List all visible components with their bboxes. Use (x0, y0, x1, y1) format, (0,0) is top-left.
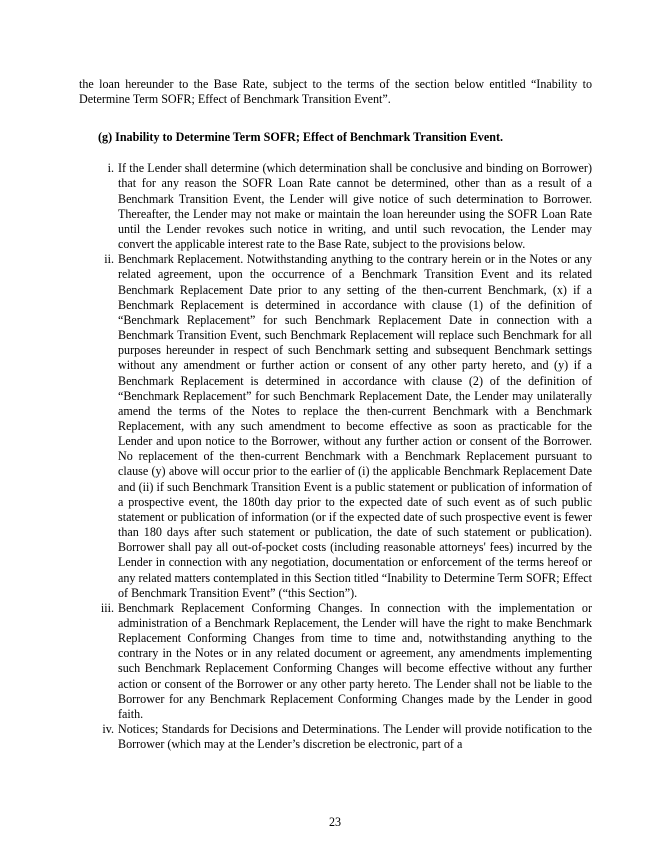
page-number: 23 (328, 815, 342, 829)
section-heading: (g) Inability to Determine Term SOFR; Effect of Benchmark Transition Event. (98, 130, 503, 145)
list-numeral: iii. (100, 600, 114, 615)
document-page (79, 77, 592, 752)
intro-paragraph: the loan hereunder to the Base Rate, subject to the terms of the section below entitled “Inability to Determine Term SOFR; Effect of Benchmark Transition Event”. (79, 77, 592, 107)
list-item-ii (79, 252, 592, 601)
list-item-text: If the Lender shall determine (which determination shall be conclusive and binding on Borrower) that for any reason the SOFR Loan Rate cannot be determined, other than as a result of a Benchmark Transition Event, the Lender will give notice of such determination to Borrower. Thereafter, the Lender may not make or maintain the loan hereunder using the SOFR Loan Rate until the Lender revokes such notice in writing, and until such revocation, the Lender may convert the applicable interest rate to the Base Rate, subject to the provisions below. (118, 161, 592, 252)
list-numeral: iv. (102, 722, 114, 737)
list-item-iii (79, 601, 592, 722)
list-item-text: Benchmark Replacement Conforming Changes. In connection with the implementation or administration of a Benchmark Replacement, the Lender will have the right to make Benchmark Replacement Conforming Changes from time to time and, notwithstanding anything to the contrary in the Notes or in any related document or agreement, any amendments implementing such Benchmark Replacement Conforming Changes will become effective without any further action or consent of the Borrower or any other party hereto. The Lender shall not be liable to the Borrower for any Benchmark Replacement Conforming Changes made by the Lender in good faith. (118, 600, 592, 721)
list-numeral: ii. (104, 252, 114, 267)
list-item-text: Benchmark Replacement. Notwithstanding anything to the contrary herein or in the Notes or any related agreement, upon the occurrence of a Benchmark Transition Event and its related Benchmark Replacement Date prior to any setting of the then-current Benchmark, (x) if a Benchmark Replacement is determined in accordance with clause (1) of the definition of “Benchmark Replacement” for such Benchmark Replacement Date in connection with a Benchmark Transition Event, such Benchmark Replacement will replace such Benchmark for all purposes hereunder in respect of such Benchmark setting and subsequent Benchmark settings without any amendment or further action or consent of any other party hereto, and (y) if a Benchmark Replacement is determined in accordance with clause (2) of the definition of “Benchmark Replacement” for such Benchmark Replacement Date, the Lender may unilaterally amend the terms of the Notes to replace the then-current Benchmark with a Benchmark Replacement, with any such amendment to become effective as soon as practicable for the Lender and upon notice to the Borrower, without any further action or consent of the Borrower. No replacement of the then-current Benchmark with a Benchmark Replacement pursuant to clause (y) above will occur prior to the earlier of (i) the applicable Benchmark Replacement Date and (ii) if such Benchmark Transition Event is a public statement or publication of information of a prospective event, the 180th day prior to the expected date of such event as of such public statement or publication of information (or if the expected date of such prospective event is fewer than 180 days after such statement or publication, the date of such statement or publication). Borrower shall pay all out-of-pocket costs (including reasonable attorneys' fees) incurred by the Lender in connection with any negotiation, documentation or enforcement of the terms hereof or any related matters contemplated in this Section titled “Inability to Determine Term SOFR; Effect of Benchmark Transition Event” (“this Section”). (118, 252, 592, 600)
list-numeral: i. (107, 161, 114, 176)
list-item-iv (79, 722, 592, 752)
list-item-text: Notices; Standards for Decisions and Determinations. The Lender will provide notification to the Borrower (which may at the Lender’s discretion be electronic, part of a (118, 722, 592, 752)
list-item-i (79, 161, 592, 252)
numbered-list (79, 161, 592, 752)
